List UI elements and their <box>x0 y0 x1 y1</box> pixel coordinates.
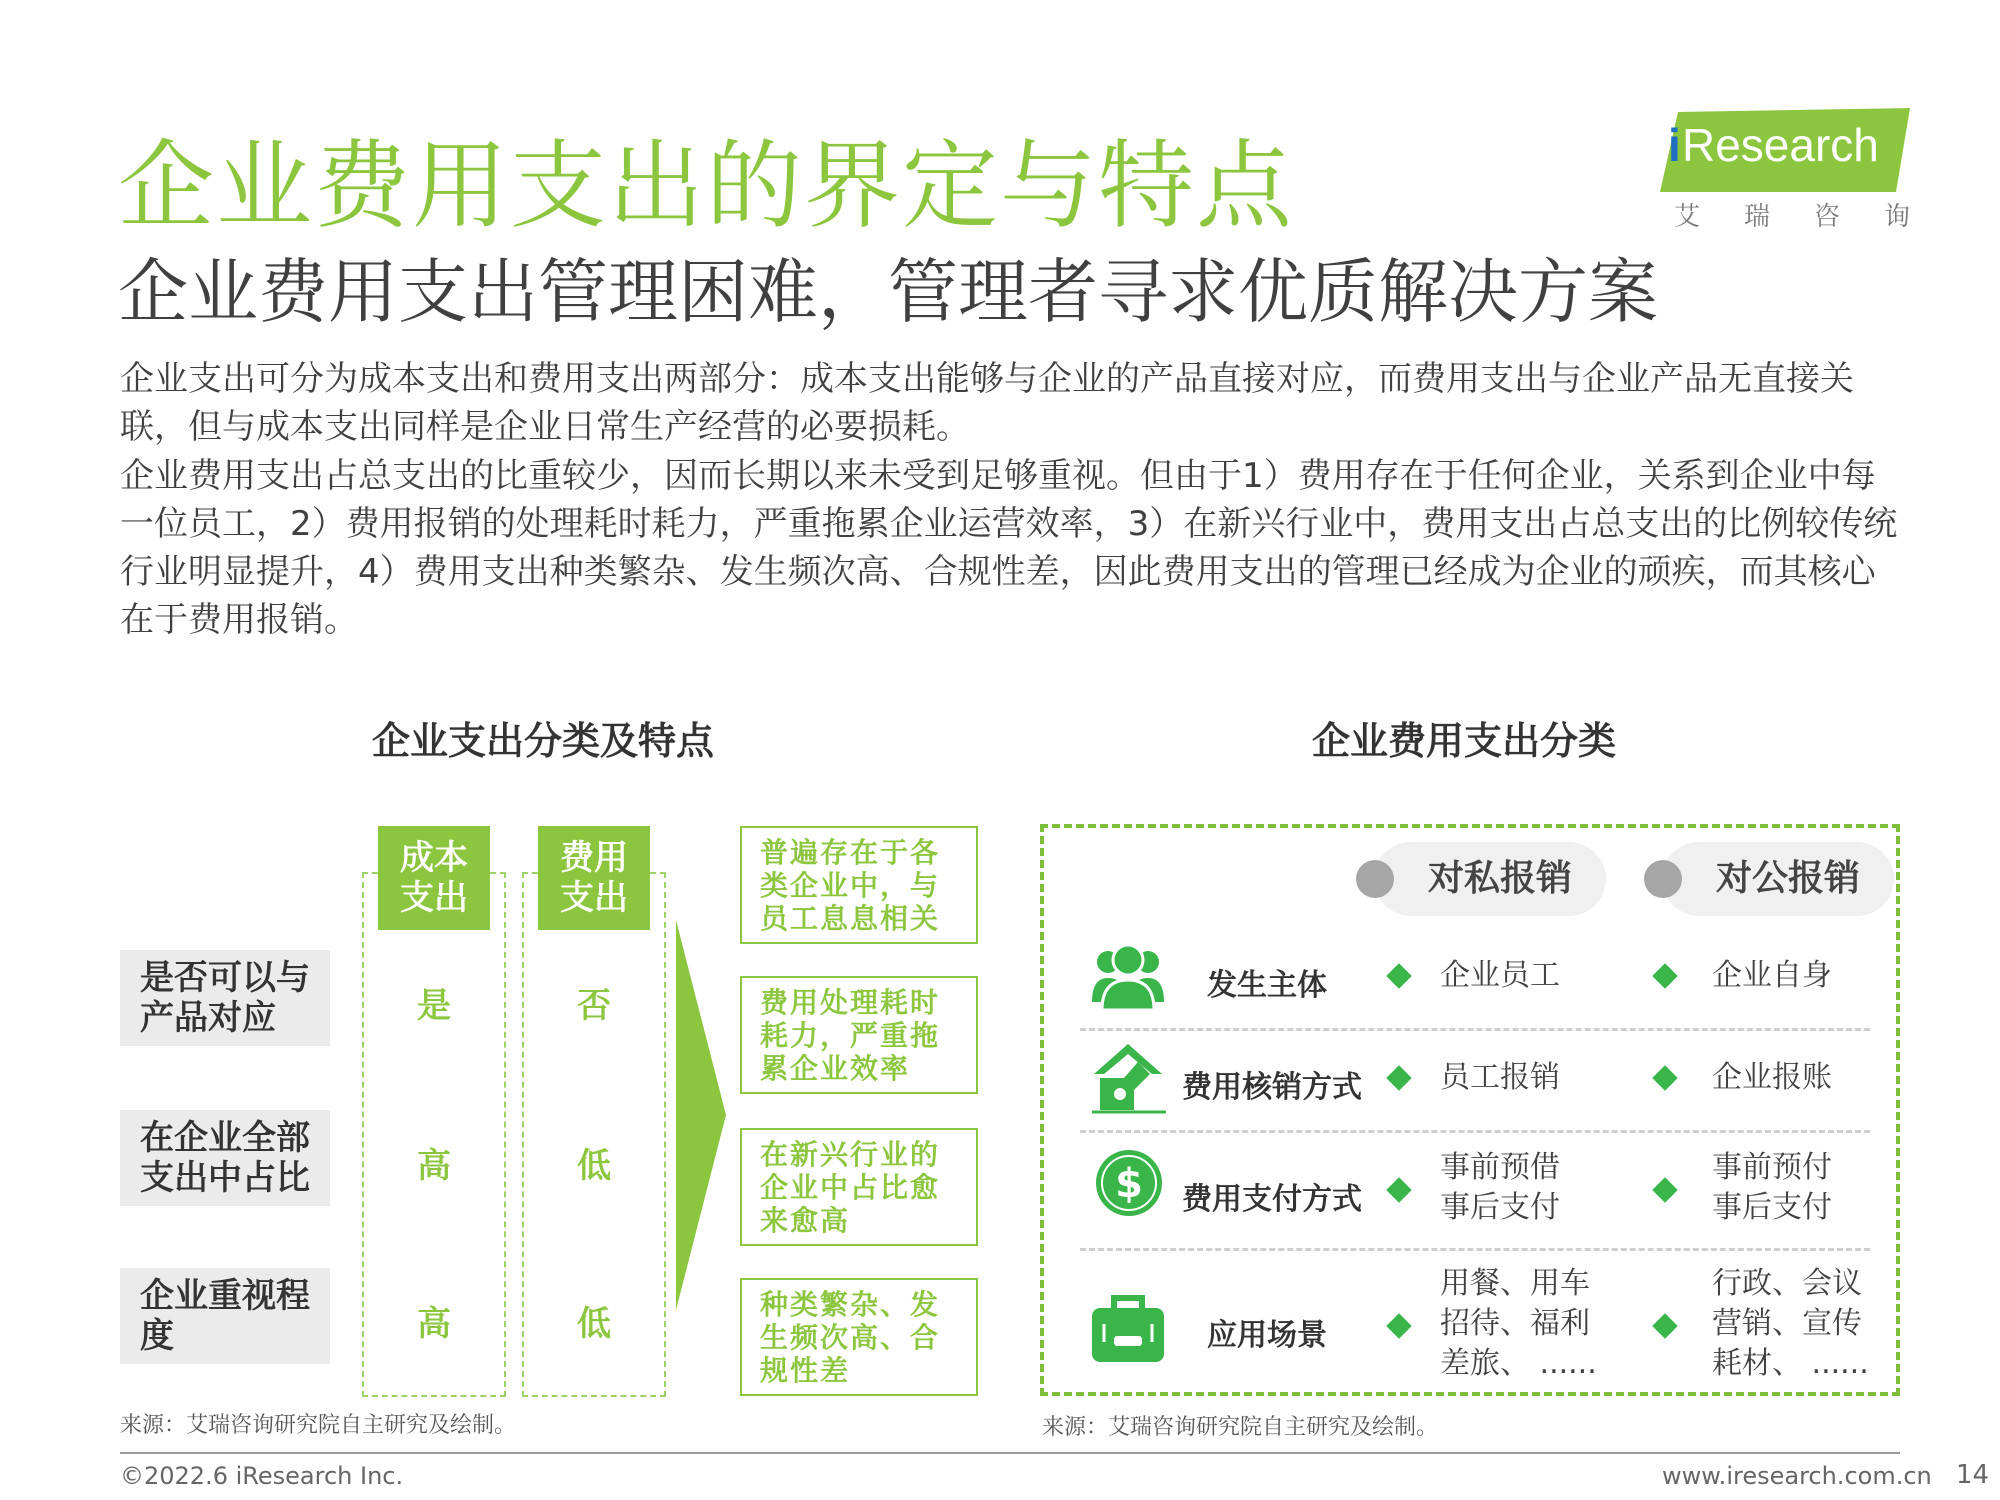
feature-box-1: 普遍存在于各类企业中，与员工息息相关 <box>740 826 978 944</box>
dollar-icon <box>1094 1148 1164 1218</box>
cost-value-attention: 高 <box>417 1304 451 1344</box>
cost-column-header-text: 成本支出 <box>400 838 468 918</box>
intro-paragraph-1: 企业支出可分为成本支出和费用支出两部分：成本支出能够与企业的产品直接对应，而费用支出与企业产品无直接关联，但与成本支出同样是企业日常生产经营的必要损耗。 <box>120 359 1854 447</box>
svg-text:$: $ <box>1115 1161 1143 1207</box>
page-subtitle: 企业费用支出管理困难，管理者寻求优质解决方案 <box>118 251 1658 333</box>
logo-wordmark: Research <box>1682 119 1879 171</box>
feature-box-2: 费用处理耗时耗力，严重拖累企业效率 <box>740 976 978 1094</box>
cost-value-share: 高 <box>417 1146 451 1186</box>
private-scenario-values: 用餐、用车 招待、福利 差旅、 ...... <box>1440 1266 1597 1381</box>
people-icon <box>1090 940 1166 1010</box>
right-arrow-icon <box>676 920 728 1310</box>
row-divider <box>1080 1028 1870 1031</box>
public-reimbursement-header <box>1644 842 1894 916</box>
intro-paragraph-2: 企业费用支出占总支出的比重较少，因而长期以来未受到足够重视。但由于1）费用存在于任何企业，关系到企业中每一位员工，2）费用报销的处理耗时耗力，严重拖累企业运营效率，3）在新兴行业中，费用支出占总支出的比例较传统行业明显提升，4）费用支出种类繁杂、发生频次高、合规性差，因此费用支出的管理已经成为企业的顽疾，而其核心在于费用报销。 <box>120 456 1898 640</box>
private-payment-values: 事前预借 事后支付 <box>1440 1150 1560 1225</box>
expense-column-header <box>538 826 650 930</box>
right-section-title: 企业费用支出分类 <box>1312 719 1617 763</box>
public-subject-value: 企业自身 <box>1712 958 1832 993</box>
private-subject-value: 企业员工 <box>1440 958 1560 993</box>
private-write-off-value: 员工报销 <box>1440 1060 1560 1095</box>
expense-column-header-text: 费用支出 <box>560 838 628 918</box>
page-number: 14 <box>1956 1460 1990 1490</box>
pen-house-icon <box>1090 1040 1168 1114</box>
public-write-off-value: 企业报账 <box>1712 1060 1832 1095</box>
briefcase-icon <box>1090 1290 1166 1366</box>
expense-value-share: 低 <box>577 1146 611 1186</box>
footer-divider <box>120 1452 1900 1454</box>
private-reimbursement-header <box>1356 842 1606 916</box>
left-source-note: 来源：艾瑞咨询研究院自主研究及绘制。 <box>120 1413 517 1438</box>
public-reimbursement-pill: 对公报销 <box>1662 842 1894 916</box>
row-label-subject: 发生主体 <box>1207 968 1327 1003</box>
expense-value-attention: 低 <box>577 1304 611 1344</box>
feature-box-3: 在新兴行业的企业中占比愈来愈高 <box>740 1128 978 1246</box>
footer-website-link[interactable]: www.iresearch.com.cn <box>1662 1462 1932 1490</box>
logo-subtitle: 艾 瑞 咨 询 <box>1674 202 1910 232</box>
feature-box-4: 种类繁杂、发生频次高、合规性差 <box>740 1278 978 1396</box>
row-label-share-of-spend: 在企业全部支出中占比 <box>120 1110 330 1206</box>
expense-value-correspond: 否 <box>577 986 611 1026</box>
public-scenario-values: 行政、会议 营销、宣传 耗材、 ...... <box>1712 1266 1869 1381</box>
footer-copyright: ©2022.6 iResearch Inc. <box>120 1462 404 1490</box>
row-divider <box>1080 1248 1870 1251</box>
row-label-attention-level: 企业重视程度 <box>120 1268 330 1364</box>
iresearch-logo <box>1660 108 1910 232</box>
right-source-note: 来源：艾瑞咨询研究院自主研究及绘制。 <box>1042 1415 1439 1440</box>
row-divider <box>1080 1130 1870 1133</box>
row-label-write-off-method: 费用核销方式 <box>1182 1070 1362 1105</box>
private-dot-icon <box>1356 860 1394 898</box>
public-dot-icon <box>1644 860 1682 898</box>
row-label-product-correspondence: 是否可以与产品对应 <box>120 950 330 1046</box>
private-reimbursement-pill: 对私报销 <box>1374 842 1606 916</box>
cost-value-correspond: 是 <box>417 986 451 1026</box>
cost-column-header <box>378 826 490 930</box>
logo-i: i <box>1668 119 1681 171</box>
row-label-scenarios: 应用场景 <box>1207 1318 1327 1353</box>
left-section-title: 企业支出分类及特点 <box>372 719 715 763</box>
row-label-payment-method: 费用支付方式 <box>1182 1182 1362 1217</box>
page-title: 企业费用支出的界定与特点 <box>118 130 1294 242</box>
public-payment-values: 事前预付 事后支付 <box>1712 1150 1832 1225</box>
